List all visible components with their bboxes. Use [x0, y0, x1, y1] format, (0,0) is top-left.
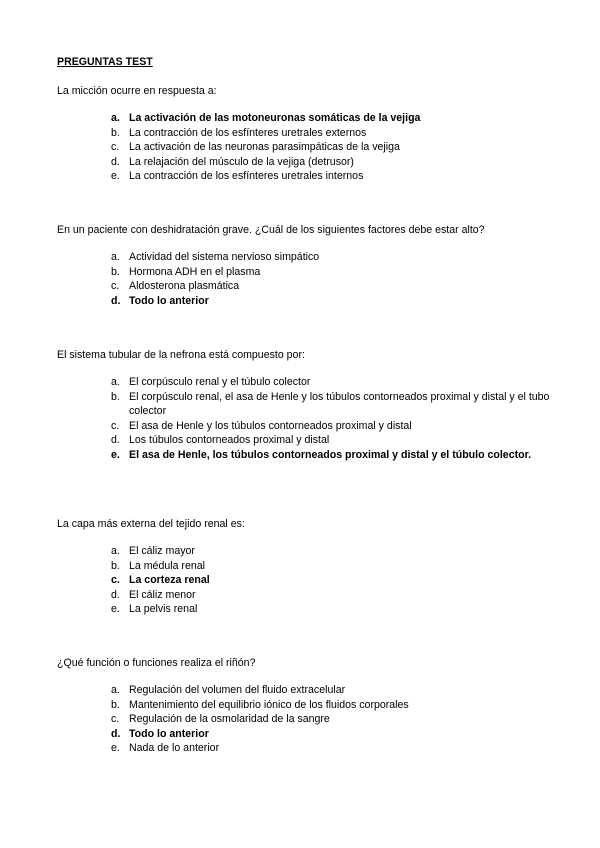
- option-text: La activación de las motoneuronas somáticas de la vejiga: [129, 112, 421, 124]
- option-letter: e.: [111, 603, 120, 616]
- option-text: Regulación de la osmolaridad de la sangre: [129, 713, 330, 726]
- option-c: [111, 712, 551, 727]
- options-list: [111, 544, 551, 617]
- option-b: [111, 265, 551, 280]
- option-e: [111, 602, 551, 617]
- option-b: [111, 390, 551, 419]
- option-letter: b.: [111, 559, 120, 572]
- option-text: El cáliz menor: [129, 588, 196, 601]
- question-3: [57, 348, 557, 362]
- option-letter: a.: [111, 251, 120, 263]
- option-c: [111, 140, 551, 155]
- option-d: [111, 433, 551, 448]
- option-letter: c.: [111, 280, 120, 293]
- option-text: La corteza renal: [129, 574, 210, 587]
- question-5: [57, 656, 557, 670]
- option-letter: d.: [111, 155, 120, 168]
- question-text: El sistema tubular de la nefrona está compuesto por:: [57, 349, 305, 361]
- option-c: [111, 279, 551, 294]
- option-b: [111, 126, 551, 141]
- option-a: [111, 250, 551, 265]
- options-list: [111, 111, 551, 184]
- option-letter: c.: [111, 713, 120, 726]
- option-d: [111, 588, 551, 603]
- option-text: El corpúsculo renal y el túbulo colector: [129, 376, 311, 388]
- option-letter: b.: [111, 390, 120, 403]
- option-text: Mantenimiento del equilibrio iónico de los fluidos corporales: [129, 698, 409, 711]
- question-text: En un paciente con deshidratación grave. ¿Cuál de los siguientes factores debe estar alto?: [57, 224, 485, 236]
- options-list: [111, 683, 551, 756]
- option-text: La contracción de los esfínteres uretrales internos: [129, 170, 364, 183]
- option-c: [111, 419, 551, 434]
- option-letter: c.: [111, 141, 120, 154]
- option-letter: d.: [111, 727, 121, 740]
- option-b: [111, 698, 551, 713]
- option-text: La relajación del músculo de la vejiga (detrusor): [129, 155, 354, 168]
- option-text: El corpúsculo renal, el asa de Henle y los túbulos contorneados proximal y distal y el tubo colector: [129, 390, 550, 418]
- option-text: La pelvis renal: [129, 603, 198, 616]
- option-text: Actividad del sistema nervioso simpático: [129, 251, 320, 263]
- page-title: PREGUNTAS TEST: [57, 56, 153, 68]
- option-letter: d.: [111, 434, 120, 447]
- question-text: ¿Qué función o funciones realiza el riñón?: [57, 657, 256, 669]
- option-a: [111, 375, 551, 390]
- option-b: [111, 559, 551, 574]
- option-a: [111, 683, 551, 698]
- option-d: [111, 294, 551, 309]
- option-text: La activación de las neuronas parasimpáticas de la vejiga: [129, 141, 400, 154]
- option-letter: a.: [111, 112, 120, 124]
- option-c: [111, 573, 551, 588]
- option-e: [111, 169, 551, 184]
- option-d: [111, 727, 551, 742]
- option-text: La contracción de los esfínteres uretrales externos: [129, 126, 367, 139]
- option-text: El asa de Henle y los túbulos contorneados proximal y distal: [129, 419, 412, 432]
- question-2: [57, 223, 557, 237]
- option-d: [111, 155, 551, 170]
- option-text: El cáliz mayor: [129, 545, 195, 557]
- option-text: Nada de lo anterior: [129, 742, 220, 755]
- option-letter: b.: [111, 126, 120, 139]
- options-list: [111, 375, 551, 463]
- option-text: La médula renal: [129, 559, 205, 572]
- option-letter: a.: [111, 545, 120, 557]
- option-e: [111, 741, 551, 756]
- option-letter: e.: [111, 170, 120, 183]
- option-text: El asa de Henle, los túbulos contorneados proximal y distal y el túbulo colector.: [129, 448, 532, 461]
- option-letter: d.: [111, 588, 120, 601]
- question-1: [57, 84, 557, 98]
- option-letter: a.: [111, 684, 120, 696]
- question-text: La capa más externa del tejido renal es:: [57, 518, 245, 530]
- option-text: Todo lo anterior: [129, 727, 209, 740]
- option-letter: a.: [111, 376, 120, 388]
- options-list: [111, 250, 551, 308]
- option-text: Regulación del volumen del fluido extracelular: [129, 684, 346, 696]
- option-a: [111, 544, 551, 559]
- option-letter: e.: [111, 448, 120, 461]
- option-text: Hormona ADH en el plasma: [129, 265, 261, 278]
- option-letter: c.: [111, 419, 120, 432]
- option-letter: b.: [111, 698, 120, 711]
- question-4: [57, 517, 557, 531]
- option-a: [111, 111, 551, 126]
- option-e: [111, 448, 551, 463]
- option-text: Aldosterona plasmática: [129, 280, 240, 293]
- option-letter: c.: [111, 574, 120, 587]
- question-text: La micción ocurre en respuesta a:: [57, 85, 217, 97]
- option-letter: d.: [111, 294, 121, 307]
- option-letter: b.: [111, 265, 120, 278]
- option-letter: e.: [111, 742, 120, 755]
- option-text: Los túbulos contorneados proximal y distal: [129, 434, 330, 447]
- option-text: Todo lo anterior: [129, 294, 209, 307]
